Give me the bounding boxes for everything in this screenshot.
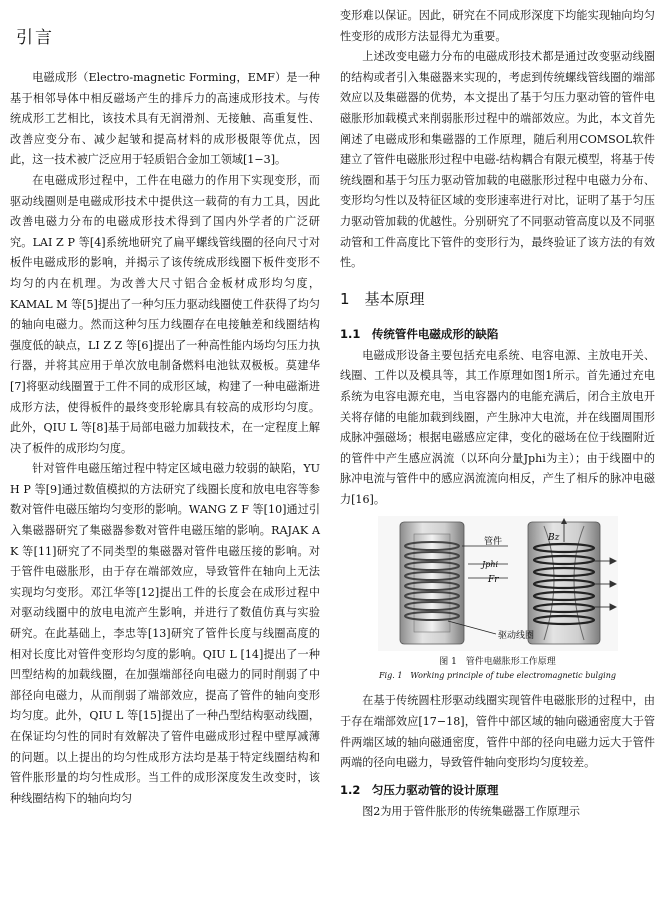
subsection-1-1-heading: 1.1 传统管件电磁成形的缺陷 [340,326,499,341]
section-1-1-paragraph-2: 在基于传统圆柱形驱动线圈实现管件电磁胀形的过程中，由于存在端部效应[17−18]，管件中部区域的轴向磁通密度大于管件两端区域的轴向磁通密度，管件中部的径向电磁力远大于管件两端的径向电磁力，导致管件轴向变形均匀度较差。 [340,694,655,770]
label-jphi: Jphi [481,560,498,570]
intro-heading: 引言 [16,28,54,48]
label-tube: 管件 [483,537,502,548]
subsection-1-2-heading: 1.2 匀压力驱动管的设计原理 [340,782,499,797]
label-bz: Bz [547,533,559,544]
intro-paragraph-4: 上述改变电磁力分布的电磁成形技术都是通过改变驱动线圈的结构或者引入集磁器来实现的，考虑到传统螺线管线圈的端部效应以及集磁器的优势，本文提出了基于匀压力驱动管的管件电磁胀形加载模式来削弱胀形过程中的端部效应。为此，本文首先阐述了电磁成形和集磁器的工作原理，随后利用COMSOL软件建立了管件电磁胀形过程中电磁-结构耦合有限元模型，将基于传统线圈和基于匀压力驱动管加载的电磁胀形过程中电磁力分布、变形均匀性以及特征区域的变形速率进行对比，证明了基于匀压力驱动管加载的优越性。分别研究了不同驱动管高度以及不同驱动管和工件高度比下管件的变形行为，最终验证了该方法的有效性。 [340,50,655,270]
figure-1-caption-cn: 图 1 管件电磁胀形工作原理 [439,657,556,668]
label-drive-coil: 驱动线圈 [497,631,534,642]
figure-1 [340,516,655,683]
figure-1-diagram [378,516,618,651]
intro-paragraph-2: 在电磁成形过程中，工件在电磁力的作用下实现变形，而驱动线圈则是电磁成形技术中提供这一载荷的有力工具，因此改善电磁力分布的电磁成形技术得到了国内外学者的广泛研究。LAI Z P 等[4]系统地研究了扁平螺线管线圈的径向尺寸对板件电磁成形的影响，并揭示了该传统成形线圈下板件变形不均匀的内在机理。为改善大尺寸铝合金板材成形均匀度，KAMAL M 等[5]提出了一种匀压力驱动线圈使工件获得了均匀的轴向电磁力。然而这种匀压力线圈存在电接触差和线圈结构强度低的缺点，LI Z Z 等[6]提出了一种高性能内场均匀压力执行器，并将其应用于单次放电制备燃料电池钛双极板。莫建华[7]将驱动线圈置于工件不同的成形区域，构建了一种电磁渐进成形方法，使得板件的最终变形轮廓具有较高的成形均匀度。此外，QIU L 等[8]基于局部电磁力加载技术，在一定程度上解决了板件的成形均匀度。 [10,173,320,455]
section-1-heading: 1 基本原理 [340,289,425,308]
left-tube-view [400,522,464,644]
intro-paragraph-1: 电磁成形（Electro-magnetic Forming，EMF）是一种基于相邻导体中相反磁场产生的排斥力的高速成形技术。与传统成形工艺相比，该技术具有无润滑剂、无接触、高重复性、改善应变分布、减少起皱和提高材料的成形极限等优点，因此，这一技术被广泛应用于轻质铝合金加工领域[1−3]。 [10,71,320,167]
section-1-2-paragraph: 图2为用于管件胀形的传统集磁器工作原理示 [362,804,581,818]
intro-paragraph-3-continued: 变形难以保证。因此，研究在不同成形深度下均能实现轴向均匀性变形的成形方法显得尤为重要。 [340,9,655,43]
intro-paragraph-3: 针对管件电磁压缩过程中特定区域电磁力较弱的缺陷，YU H P 等[9]通过数值模拟的方法研究了线圈长度和放电电容等参数对管件电磁压缩均匀变形的影响。WANG Z F 等[10]通过引入集磁器研究了集磁器参数对管件电磁压缩的影响。RAJAK A K 等[11]研究了不同类型的集磁器对管件电磁压接的影响。对于管件电磁胀形，由于存在端部效应，导致管件在轴向上无法实现均匀变形。邓江华等[12]提出工件的长度会在成形过程中对驱动线圈中的放电电流产生影响，并进行了数值仿真与实验研究。在此基础上，李忠等[13]研究了管件长度与线圈高度的相对长度比对管件变形均匀度的影响。QIU L [14]提出了一种凹型结构的加载线圈，在加强端部径向电磁力的同时削弱了中部径向电磁力，从而削弱了端部效应，提高了管件的轴向变形均匀度。此外，QIU L 等[15]提出了一种凸型结构驱动线圈，在保证均匀性的同时有效解决了管件电磁成形过程中壁厚减薄的问题。以上提出的均匀性成形方法均是基于特定线圈结构和管件胀形量的均匀性成形。当工件的成形深度发生改变时，该种线圈结构下的轴向均匀 [10,462,320,805]
right-column [340,6,655,822]
left-column [10,6,320,809]
section-1-1-paragraph: 电磁成形设备主要包括充电系统、电容电源、主放电开关、线圈、工件以及模具等，其工作原理如图1所示。首先通过充电系统为电容电源充电，当电容器内的电能充满后，闭合主放电开关将存储的电能加载到线圈，产生脉冲大电流，并在线圈周围形成脉冲强磁场；根据电磁感应定律，变化的磁场在位于线圈附近的管件中产生感应涡流（以环向分量Jphi为主）；由于线圈中的脉冲电流与管件中的感应涡流流向相反，产生了相斥的脉冲电磁力[16]。 [340,348,655,506]
label-fr: Fr [487,575,499,586]
figure-1-caption-en: Fig. 1 Working principle of tube electromagnetic bulging [379,671,616,681]
